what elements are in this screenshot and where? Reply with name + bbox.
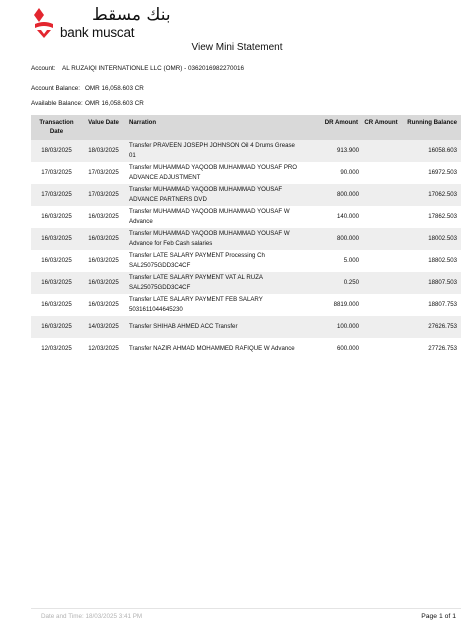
value-date-cell: [82, 184, 125, 206]
value-date-cell: [82, 316, 125, 338]
running-balance-cell-text: 16058.603: [428, 147, 457, 154]
transaction-date-cell: [31, 294, 82, 316]
dr-amount-cell: [302, 316, 362, 338]
narration-cell-text: SAL25075GDD3C4CF: [129, 262, 191, 269]
available-balance-value: OMR 16,058.603 CR: [85, 100, 144, 107]
value-date-cell-text: 16/03/2025: [88, 279, 119, 286]
narration-cell-text: Transfer MUHAMMAD YAQOOB MUHAMMAD YOUSAF W: [129, 230, 290, 237]
running-balance-cell: [402, 140, 461, 162]
running-balance-cell-text: 18802.503: [428, 257, 457, 264]
header-narration: Narration: [125, 115, 302, 140]
dr-amount-cell: [302, 206, 362, 228]
header-value-date: Value Date: [82, 115, 125, 140]
narration-cell: [125, 206, 302, 228]
narration-cell: [125, 162, 302, 184]
narration-cell: [125, 294, 302, 316]
narration-cell-text: Transfer MUHAMMAD YAQOOB MUHAMMAD YOUSAF: [129, 186, 283, 193]
running-balance-cell-text: 16972.503: [428, 169, 457, 176]
transaction-date-cell-text: 16/03/2025: [41, 235, 72, 242]
transaction-date-cell-text: 18/03/2025: [41, 147, 72, 154]
transaction-date-cell: [31, 184, 82, 206]
narration-cell-text: 01: [129, 152, 136, 159]
header-cr-amount: CR Amount: [362, 115, 402, 140]
account-value: AL RUZAIQI INTERNATIONLE LLC (OMR) - 0362016982270016: [62, 65, 244, 72]
transaction-date-cell: [31, 316, 82, 338]
dr-amount-cell-text: 90.000: [340, 169, 359, 176]
narration-cell: [125, 184, 302, 206]
narration-cell-text: Transfer LATE SALARY PAYMENT Processing Ch: [129, 252, 265, 259]
value-date-cell: [82, 272, 125, 294]
narration-cell-text: SAL25075GDD3C4CF: [129, 284, 191, 291]
table-row: [31, 228, 461, 250]
narration-cell: [125, 140, 302, 162]
narration-cell: [125, 250, 302, 272]
narration-cell: [125, 316, 302, 338]
dr-amount-cell-text: 8819.000: [333, 301, 359, 308]
transaction-date-cell-text: 17/03/2025: [41, 169, 72, 176]
table-row: [31, 272, 461, 294]
running-balance-cell-text: 18807.753: [428, 301, 457, 308]
dr-amount-cell-text: 140.000: [336, 213, 359, 220]
dr-amount-cell: [302, 272, 362, 294]
transaction-date-cell: [31, 250, 82, 272]
narration-cell-text: Transfer LATE SALARY PAYMENT FEB SALARY: [129, 296, 263, 303]
narration-cell: [125, 338, 302, 360]
logo-arabic-text: بنك مسقط: [92, 5, 171, 25]
transaction-date-cell: [31, 140, 82, 162]
value-date-cell-text: 12/03/2025: [88, 345, 119, 352]
transaction-date-cell: [31, 206, 82, 228]
table-header-row: [31, 115, 461, 140]
narration-cell-text: Advance for Feb Cash salaries: [129, 240, 213, 247]
transaction-date-cell-text: 16/03/2025: [41, 301, 72, 308]
narration-cell-text: Advance: [129, 218, 153, 225]
table-row: [31, 250, 461, 272]
value-date-cell-text: 14/03/2025: [88, 323, 119, 330]
running-balance-cell-text: 18002.503: [428, 235, 457, 242]
narration-cell-text: Transfer LATE SALARY PAYMENT VAT AL RUZA: [129, 274, 263, 281]
running-balance-cell-text: 17062.503: [428, 191, 457, 198]
cr-amount-cell: [362, 250, 402, 272]
narration-cell-text: Transfer PRAVEEN JOSEPH JOHNSON Oil 4 Drums Grease: [129, 142, 295, 149]
value-date-cell-text: 18/03/2025: [88, 147, 119, 154]
dr-amount-cell: [302, 140, 362, 162]
narration-cell-text: Transfer SHIHAB AHMED ACC Transfer: [129, 323, 238, 330]
account-label: Account:: [31, 65, 56, 72]
header-transaction-date-line2: Date: [49, 128, 64, 135]
cr-amount-cell: [362, 338, 402, 360]
running-balance-cell: [402, 294, 461, 316]
table-row: [31, 316, 461, 338]
dr-amount-cell-text: 5.000: [343, 257, 359, 264]
narration-cell-text: Transfer MUHAMMAD YAQOOB MUHAMMAD YOUSAF W: [129, 208, 290, 215]
dr-amount-cell-text: 0.250: [343, 279, 359, 286]
cr-amount-cell: [362, 162, 402, 184]
value-date-cell-text: 17/03/2025: [88, 169, 119, 176]
narration-cell-text: ADVANCE PARTNERS DVD: [129, 196, 207, 203]
table-row: [31, 162, 461, 184]
running-balance-cell-text: 27626.753: [428, 323, 457, 330]
narration-cell-text: Transfer NAZIR AHMAD MOHAMMED RAFIQUE W Advance: [129, 345, 295, 352]
dr-amount-cell: [302, 162, 362, 184]
cr-amount-cell: [362, 184, 402, 206]
narration-cell: [125, 228, 302, 250]
table-row: [31, 184, 461, 206]
value-date-cell: [82, 338, 125, 360]
dr-amount-cell-text: 800.000: [336, 235, 359, 242]
value-date-cell: [82, 250, 125, 272]
running-balance-cell: [402, 162, 461, 184]
transaction-date-cell-text: 16/03/2025: [41, 323, 72, 330]
account-balance-row: [31, 85, 144, 92]
header-transaction-date-line1: Transaction: [39, 119, 74, 126]
running-balance-cell: [402, 316, 461, 338]
header-transaction-date: [31, 115, 82, 140]
narration-cell-text: Transfer MUHAMMAD YAQOOB MUHAMMAD YOUSAF PRO: [129, 164, 298, 171]
narration-cell: [125, 272, 302, 294]
account-balance-value: OMR 16,058.603 CR: [85, 85, 144, 92]
transaction-date-cell-text: 16/03/2025: [41, 213, 72, 220]
running-balance-cell-text: 27726.753: [428, 345, 457, 352]
running-balance-cell: [402, 250, 461, 272]
running-balance-cell: [402, 338, 461, 360]
cr-amount-cell: [362, 316, 402, 338]
footer-page-number: Page 1 of 1: [421, 613, 456, 620]
table-row: [31, 294, 461, 316]
transaction-date-cell: [31, 272, 82, 294]
cr-amount-cell: [362, 294, 402, 316]
table-row: [31, 206, 461, 228]
available-balance-label: Available Balance:: [31, 100, 83, 107]
running-balance-cell: [402, 206, 461, 228]
dr-amount-cell: [302, 294, 362, 316]
value-date-cell-text: 16/03/2025: [88, 301, 119, 308]
narration-cell-text: ADVANCE ADJUSTMENT: [129, 174, 201, 181]
dr-amount-cell-text: 100.000: [336, 323, 359, 330]
value-date-cell-text: 16/03/2025: [88, 257, 119, 264]
dr-amount-cell: [302, 338, 362, 360]
value-date-cell: [82, 228, 125, 250]
dr-amount-cell: [302, 228, 362, 250]
available-balance-row: [31, 100, 144, 107]
table-row: [31, 338, 461, 360]
running-balance-cell: [402, 184, 461, 206]
transaction-date-cell-text: 17/03/2025: [41, 191, 72, 198]
value-date-cell: [82, 140, 125, 162]
cr-amount-cell: [362, 206, 402, 228]
running-balance-cell: [402, 228, 461, 250]
cr-amount-cell: [362, 272, 402, 294]
narration-cell-text: 5031611044645230: [129, 306, 183, 313]
dr-amount-cell-text: 600.000: [336, 345, 359, 352]
transaction-date-cell: [31, 338, 82, 360]
value-date-cell: [82, 206, 125, 228]
transaction-date-cell-text: 12/03/2025: [41, 345, 72, 352]
logo-latin-text: bank muscat: [60, 25, 135, 40]
cr-amount-cell: [362, 140, 402, 162]
dr-amount-cell-text: 913.900: [336, 147, 359, 154]
bank-muscat-logo-icon: [32, 7, 56, 39]
page-title: View Mini Statement: [191, 42, 283, 53]
cr-amount-cell: [362, 228, 402, 250]
account-balance-label: Account Balance:: [31, 85, 81, 92]
dr-amount-cell: [302, 184, 362, 206]
dr-amount-cell: [302, 250, 362, 272]
mini-statement-table: [31, 115, 461, 360]
bank-muscat-logo: [32, 6, 172, 40]
transaction-date-cell: [31, 228, 82, 250]
running-balance-cell-text: 18807.503: [428, 279, 457, 286]
value-date-cell-text: 17/03/2025: [88, 191, 119, 198]
footer-datetime: Date and Time: 18/03/2025 3:41 PM: [41, 613, 143, 620]
header-dr-amount: DR Amount: [302, 115, 362, 140]
value-date-cell-text: 16/03/2025: [88, 213, 119, 220]
table-row: [31, 140, 461, 162]
value-date-cell: [82, 162, 125, 184]
footer-divider: [31, 608, 461, 609]
transaction-date-cell-text: 16/03/2025: [41, 257, 72, 264]
dr-amount-cell-text: 800.000: [336, 191, 359, 198]
running-balance-cell: [402, 272, 461, 294]
running-balance-cell-text: 17862.503: [428, 213, 457, 220]
value-date-cell-text: 16/03/2025: [88, 235, 119, 242]
transaction-date-cell-text: 16/03/2025: [41, 279, 72, 286]
account-row: [31, 65, 244, 72]
value-date-cell: [82, 294, 125, 316]
transaction-date-cell: [31, 162, 82, 184]
header-running-balance: Running Balance: [402, 115, 461, 140]
